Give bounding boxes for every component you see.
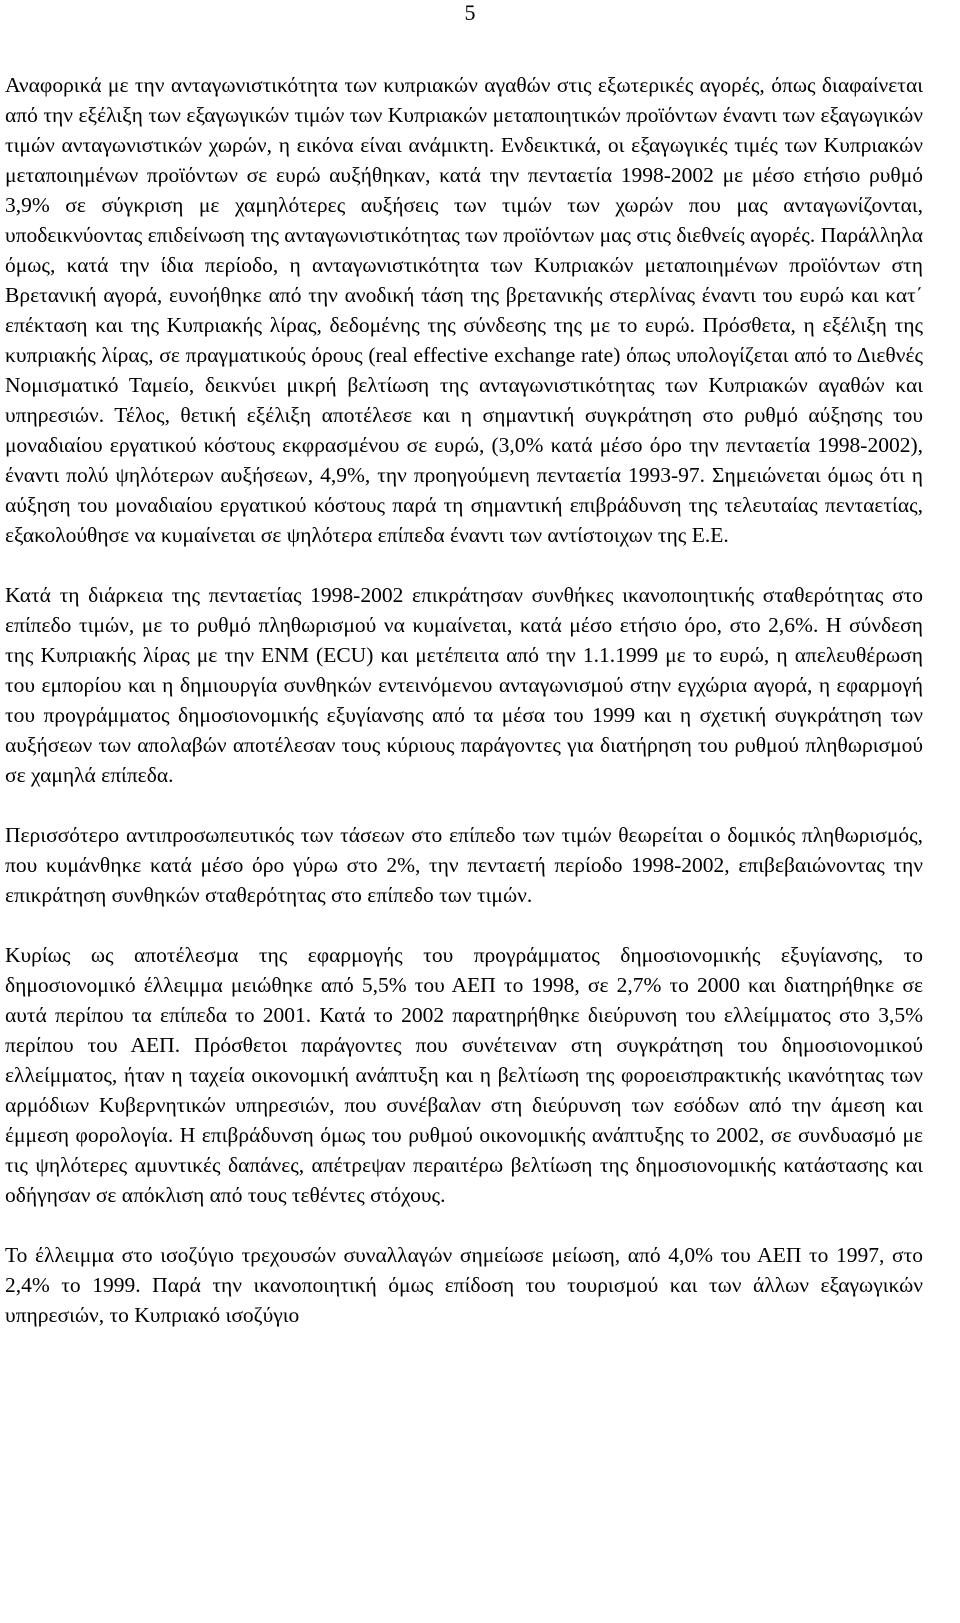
paragraph-fiscal-deficit: Κυρίως ως αποτέλεσμα της εφαρμογής του προγράμματος δημοσιονομικής εξυγίανσης, το δημοσιονομικό έλλειμμα μειώθηκε από 5,5% του ΑΕΠ το 1998, σε 2,7% το 2000 και διατηρήθηκε σε αυτά περίπου τα επίπεδα το 2001. Κατά το 2002 παρατηρήθηκε διεύρυνση του ελλείμματος στο 3,5% περίπου του ΑΕΠ. Πρόσθετοι παράγοντες που συνέτειναν στη συγκράτηση του δημοσιονομικού ελλείμματος, ήταν η ταχεία οικονομική ανάπτυξη και η βελτίωση της φοροεισπρακτικής ικανότητας των αρμόδιων Κυβερνητικών υπηρεσιών, που συνέβαλαν στη διεύρυνση των εσόδων από την άμεση και έμμεση φορολογία. Η επιβράδυνση όμως του ρυθμού οικονομικής ανάπτυξης το 2002, σε συνδυασμό με τις ψηλότερες αμυντικές δαπάνες, απέτρεψαν περαιτέρω βελτίωση της δημοσιονομικής κατάστασης και οδήγησαν σε απόκλιση από τους τεθέντες στόχους. xyxy=(5,943,923,1207)
document-body xyxy=(5,70,923,1330)
paragraph-current-account: Το έλλειμμα στο ισοζύγιο τρεχουσών συναλλαγών σημείωσε μείωση, από 4,0% του ΑΕΠ το 1997, στο 2,4% το 1999. Παρά την ικανοποιητική όμως επίδοση του τουρισμού και των άλλων εξαγωγικών υπηρεσιών, το Κυπριακό ισοζύγιο xyxy=(5,1243,923,1327)
paragraph-price-stability: Κατά τη διάρκεια της πενταετίας 1998-2002 επικράτησαν συνθήκες ικανοποιητικής σταθερότητας στο επίπεδο τιμών, με το ρυθμό πληθωρισμού να κυμαίνεται, κατά μέσο ετήσιο όρο, στο 2,6%. Η σύνδεση της Κυπριακής λίρας με την ΕΝΜ (ECU) και μετέπειτα από την 1.1.1999 με το ευρώ, η απελευθέρωση του εμπορίου και η δημιουργία συνθηκών εντεινόμενου ανταγωνισμού στην εγχώρια αγορά, η εφαρμογή του προγράμματος δημοσιονομικής εξυγίανσης από τα μέσα του 1999 και η σχετική συγκράτηση των αυξήσεων των απολαβών αποτέλεσαν τους κύριους παράγοντες για διατήρηση του ρυθμού πληθωρισμού σε χαμηλά επίπεδα. xyxy=(5,583,923,787)
page-number: 5 xyxy=(464,0,476,25)
paragraph-competitiveness: Αναφορικά με την ανταγωνιστικότητα των κυπριακών αγαθών στις εξωτερικές αγορές, όπως διαφαίνεται από την εξέλιξη των εξαγωγικών τιμών των Κυπριακών μεταποιητικών προϊόντων έναντι των εξαγωγικών τιμών ανταγωνιστικών χωρών, η εικόνα είναι ανάμικτη. Ενδεικτικά, οι εξαγωγικές τιμές των Κυπριακών μεταποιημένων προϊόντων σε ευρώ αυξήθηκαν, κατά την πενταετία 1998-2002 με μέσο ετήσιο ρυθμό 3,9% σε σύγκριση με χαμηλότερες αυξήσεις των τιμών των χωρών που μας ανταγωνίζονται, υποδεικνύοντας επιδείνωση της ανταγωνιστικότητας των προϊόντων μας στις διεθνείς αγορές. Παράλληλα όμως, κατά την ίδια περίοδο, η ανταγωνιστικότητα των Κυπριακών μεταποιημένων προϊόντων στη Βρετανική αγορά, ευνοήθηκε από την ανοδική τάση της βρετανικής στερλίνας έναντι του ευρώ και κατ΄ επέκταση και της Κυπριακής λίρας, δεδομένης της σύνδεσης της με το ευρώ. Πρόσθετα, η εξέλιξη της κυπριακής λίρας, σε πραγματικούς όρους (real effective exchange rate) όπως υπολογίζεται από το Διεθνές Νομισματικό Ταμείο, δεικνύει μικρή βελτίωση της ανταγωνιστικότητας των Κυπριακών αγαθών και υπηρεσιών. Τέλος, θετική εξέλιξη αποτέλεσε και η σημαντική συγκράτηση στο ρυθμό αύξησης του μοναδιαίου εργατικού κόστους εκφρασμένου σε ευρώ, (3,0% κατά μέσο όρο την πενταετία 1998-2002), έναντι πολύ ψηλότερων αυξήσεων, 4,9%, την προηγούμενη πενταετία 1993-97. Σημειώνεται όμως ότι η αύξηση του μοναδιαίου εργατικού κόστους παρά τη σημαντική επιβράδυνση της τελευταίας πενταετίας, εξακολούθησε να κυμαίνεται σε ψηλότερα επίπεδα έναντι των αντίστοιχων της Ε.Ε. xyxy=(5,73,923,547)
paragraph-core-inflation: Περισσότερο αντιπροσωπευτικός των τάσεων στο επίπεδο των τιμών θεωρείται ο δομικός πληθωρισμός, που κυμάνθηκε κατά μέσο όρο γύρω στο 2%, την πενταετή περίοδο 1998-2002, επιβεβαιώνοντας την επικράτηση συνθηκών σταθερότητας στο επίπεδο των τιμών. xyxy=(5,823,923,907)
